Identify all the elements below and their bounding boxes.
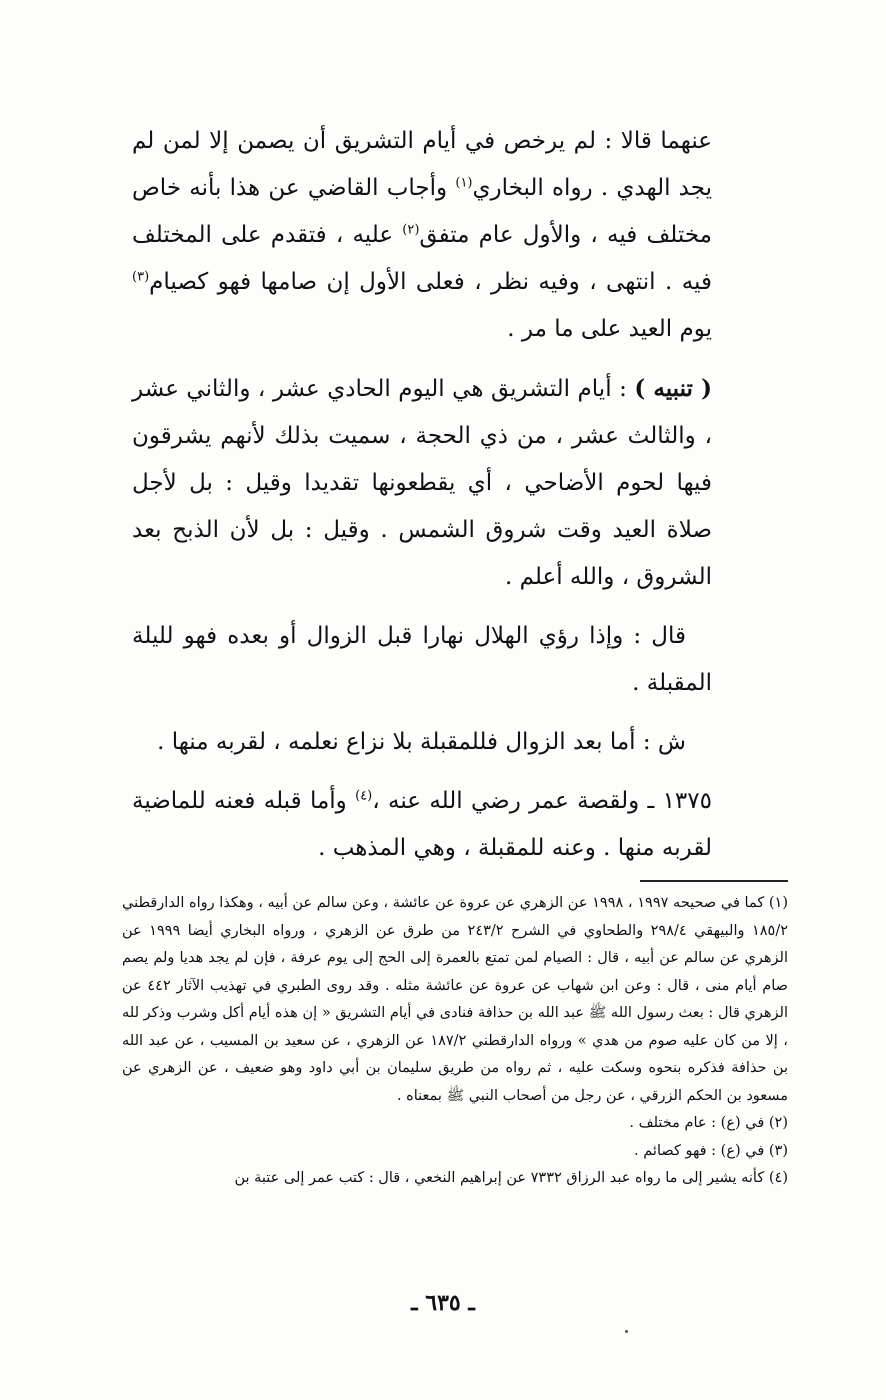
footnote-2: (٢) في (ع) : عام مختلف .: [629, 1115, 788, 1131]
paragraph-2: [132, 365, 712, 601]
footnote-3: (٣) في (ع) : فهو كصائم .: [634, 1142, 788, 1159]
paragraph-1-text-d: يوم العيد على ما مر .: [507, 316, 712, 342]
footnote-marker-4[interactable]: (٤): [355, 788, 373, 804]
footnote-marker-3[interactable]: (٣): [132, 269, 150, 285]
paragraph-3: قال : وإذا رؤي الهلال نهارا قبل الزوال أو بعده فهو لليلة المقبلة .: [132, 623, 712, 696]
paragraph-5-text-b: وأما قبله فعنه للماضية لقربه منها . وعنه للمقبلة ، وهي المذهب .: [132, 788, 712, 861]
page-number: ـ ٦٣٥ ـ: [411, 1290, 475, 1316]
paragraph-5-text-a: ١٣٧٥ ـ ولقصة عمر رضي الله عنه ،: [372, 788, 712, 814]
main-text: [132, 118, 712, 884]
paragraph-1: [132, 118, 712, 353]
footnote-marker-2[interactable]: (٢): [402, 222, 420, 238]
footnote-1: (١) كما في صحيحه ١٩٩٧ ، ١٩٩٨ عن الزهري عن عروة عن عائشة ، وعن سالم عن أبيه ، وهكذا رواه الدارقطني ١٨٥/٢ والبيهقي ٢٩٨/٤ والطحاوي في الشرح ٢٤٣/٢ من طرق عن الزهري ، ورواه البخاري أيضا ١٩٩٩ عن الزهري عن سالم عن أبيه ، قال : الصيام لمن تمتع بالعمرة إلى الحج إلى يوم عرفة ، فإن لم يجد هديا ولم يصم صام أيام منى ، قال : وعن ابن شهاب عن عروة عن عائشة مثله . وقد روى الطبري في تهذيب الآثار ٤٤٢ عن الزهري قال : بعث رسول الله ﷺ عبد الله بن حذافة فنادى في أيام التشريق « إن هذه أيام أكل وشرب وذكر لله ، إلا من كان عليه صوم من هدي » ورواه الدارقطني ١٨٧/٢ عن الزهري ، عن سعيد بن المسيب ، عن عبد الله بن حذافة فذكره بنحوه وسكت عليه ، ثم رواه من طريق سليمان بن أبي داود وهو ضعيف ، عن الزهري عن مسعود بن الحكم الزرقي ، عن رجل من أصحاب النبي ﷺ بمعناه .: [122, 895, 789, 1104]
paragraph-1-text-a: عنهما قالا : لم يرخص في أيام التشريق أن يصمن إلا لمن لم يجد الهدي . رواه البخاري: [132, 128, 712, 201]
tanbih-label: ( تنبيه ): [634, 375, 712, 402]
footnotes: [122, 890, 788, 1193]
footnote-4: (٤) كأنه يشير إلى ما رواه عبد الرزاق ٧٣٣٢ عن إبراهيم النخعي ، قال : كتب عمر إلى عتبة بن: [234, 1170, 788, 1186]
paragraph-4: ش : أما بعد الزوال فللمقبلة بلا نزاع نعلمه ، لقربه منها .: [157, 729, 686, 755]
paragraph-1-text-b: وأجاب القاضي عن هذا بأنه خاص مختلف فيه ، والأول عام متفق: [132, 175, 712, 248]
paragraph-2-text: : أيام التشريق هي اليوم الحادي عشر ، والثاني عشر ، والثالث عشر ، من ذي الحجة ، سميت بذلك لأنهم يشرقون فيها لحوم الأضاحي ، أي يقطعونها تقديدا وقيل : بل لأجل صلاة العيد وقت شروق الشمس . وقيل : بل لأن الذبح بعد الشروق ، والله أعلم .: [132, 376, 712, 590]
paragraph-1-text-c: عليه ، فتقدم على المختلف فيه . انتهى ، وفيه نظر ، فعلى الأول إن صامها فهو كصيام: [132, 222, 712, 295]
footnote-marker-1[interactable]: (١): [455, 175, 473, 191]
paragraph-5: [132, 778, 712, 872]
footnote-separator: [640, 880, 788, 882]
scan-speck: [625, 1330, 628, 1333]
